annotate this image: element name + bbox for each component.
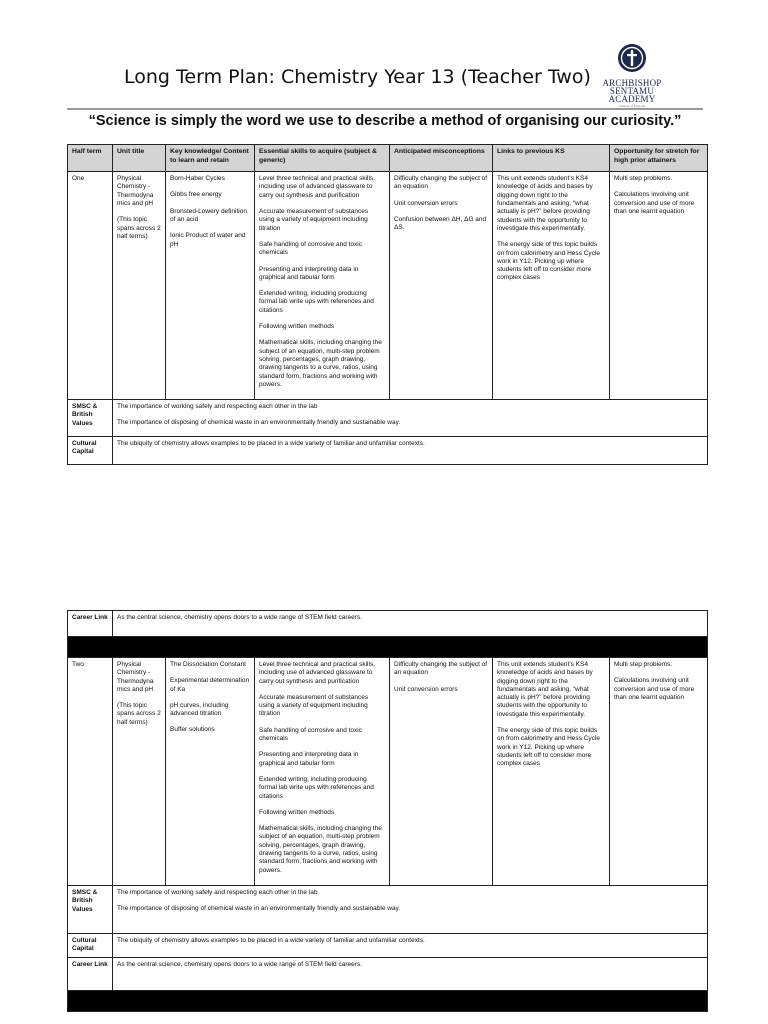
header-half-term: Half term [68,145,113,172]
unit-note: (This topic spans across 2 half terms) [117,702,161,726]
list-item: Following written methods [259,323,335,331]
list-item: Buffer solutions [170,726,215,734]
list-item: Difficulty changing the subject of an equation [394,661,488,677]
links-cell [493,172,610,400]
smsc-cell [113,886,708,934]
list-item: Unit conversion errors [394,685,458,693]
list-item: The importance of working safely and respecting each other in the lab [117,403,318,411]
list-item: The Dissociation Constant [170,661,246,668]
list-item: Multi step problems. [614,175,673,183]
list-item: Extended writing, including producing formal lab write ups with references and citations [259,290,374,314]
list-item: pH curves, including advanced titration [170,701,229,718]
logo-line-1: ARCHBISHOP [602,78,662,88]
list-item: Safe handling of corrosive and toxic chemicals [259,240,362,257]
unit-title-cell [113,172,166,400]
header-links-previous-ks: Links to previous KS [493,145,610,172]
list-item: The energy side of this topic builds on from calorimetry and Hess Cycle work in Y12. Picking up where students left off to consider more complex cases [497,241,600,282]
list-item: Level three technical and practical skills, including use of advanced glassware to carry out synthesis and purification [259,175,375,199]
unit-title-cell [113,658,166,886]
school-logo [596,42,668,109]
header-unit-title: Unit title [113,145,166,172]
list-item: Ionic Product of water and pH [170,232,246,248]
list-item: Unit conversion errors [394,199,458,207]
plan-table-two [67,610,708,1012]
smsc-cell [113,400,708,437]
cultural-capital-row [68,437,708,465]
logo-subtitle: Church of England [618,104,646,108]
logo-line-3: ACADEMY [608,94,656,104]
half-term-cell: One [68,172,113,400]
list-item: The importance of working safely and respecting each other in the lab [117,889,318,896]
header-key-knowledge: Key knowledge/ Content to learn and retain [166,145,255,172]
cultural-capital-label: Cultural Capital [68,437,113,465]
cultural-capital-cell: The ubiquity of chemistry allows examples to be placed in a wide variety of familiar and unfamiliar contexts. [113,437,708,465]
unit-note: (This topic spans across 2 half terms) [117,216,161,240]
list-item: Bronsted-Lowery definition of an acid [170,207,247,224]
plan-table-one [67,144,708,465]
list-item: Gibbs free energy [170,191,222,199]
table-header-row [68,145,708,172]
list-item: Mathematical skills, including changing the subject of an equation, multi-step problem solving, percentages, graph drawing, drawing tangents to a curve, ratios, using standard form, fractions and working with powers. [259,339,382,388]
list-item: Safe handling of corrosive and toxic chemicals [259,726,362,743]
misconceptions-cell [390,658,493,886]
list-item: Following written methods [259,808,335,816]
header-misconceptions: Anticipated misconceptions [390,145,493,172]
skills-cell [255,658,390,886]
table-row [68,658,708,886]
cultural-capital-cell: The ubiquity of chemistry allows examples to be placed in a wide variety of familiar and unfamiliar contexts. [113,934,708,958]
list-item: Multi step problems. [614,661,673,668]
key-knowledge-cell [166,658,255,886]
list-item: Extended writing, including producing formal lab write ups with references and citations [259,775,374,800]
career-link-cell: As the central science, chemistry opens doors to a wide range of STEM field careers. [113,958,708,991]
unit-title: Physical Chemistry - Thermodyna mics and pH [117,175,154,208]
list-item: Mathematical skills, including changing the subject of an equation, multi-step problem solving, percentages, graph drawing, drawing tangents to a curve, ratios, using standard form, fractions and working with powers. [259,825,382,874]
list-item: Presenting and interpreting data in graphical and tabular form [259,265,359,281]
list-item: This unit extends student’s KS4 knowledge of acids and bases by digging down right to the fundamentals and asking, “what actually is pH?” before providing students with the opportunity to investigate this experimentally. [497,661,593,718]
list-item: Confusion between ΔH, ΔG and ΔS. [394,216,487,232]
list-item: The importance of disposing of chemical waste in an environmentally friendly and sustainable way. [117,419,401,427]
cultural-capital-label: Cultural Capital [68,934,113,958]
links-cell [493,658,610,886]
list-item: The importance of disposing of chemical waste in an environmentally friendly and sustainable way. [117,905,401,913]
stretch-cell [610,658,708,886]
list-item: This unit extends student’s KS4 knowledge of acids and bases by digging down right to the fundamentals and asking, “what actually is pH?” before providing students with the opportunity to investigate this experimentally. [497,175,593,232]
curiosity-quote: “Science is simply the word we use to describe a method of organising our curiosity.” [88,113,682,129]
smsc-label: SMSC & British Values [68,400,113,437]
logo-line-2: SENTAMU [609,86,655,96]
list-item: Born-Haber Cycles [170,175,225,183]
list-item: Calculations involving unit conversion and use of more than one learnt equation [614,677,695,701]
list-item: Presenting and interpreting data in graphical and tabular form [259,751,359,767]
career-link-cell: As the central science, chemistry opens doors to a wide range of STEM field careers. [113,611,708,637]
list-item: Experimental determination of Ka [170,677,250,693]
misconceptions-cell [390,172,493,400]
header-essential-skills: Essential skills to acquire (subject & generic) [255,145,390,172]
table-row [68,172,708,400]
career-link-row [68,611,708,637]
smsc-row [68,886,708,934]
key-knowledge-cell [166,172,255,400]
list-item: Accurate measurement of substances using a variety of equipment including titration [259,208,369,232]
header-stretch: Opportunity for stretch for high prior attainers [610,145,708,172]
career-link-label: Career Link [68,958,113,991]
half-term-cell: Two [68,658,113,886]
stretch-cell [610,172,708,400]
career-link-label: Career Link [68,611,113,637]
list-item: Accurate measurement of substances using a variety of equipment including titration [259,693,369,718]
list-item: Level three technical and practical skills, including use of advanced glassware to carry out synthesis and purification [259,661,375,685]
smsc-label: SMSC & British Values [68,886,113,934]
smsc-row [68,400,708,437]
header-divider [67,108,703,110]
section-divider [68,991,708,1012]
list-item: Calculations involving unit conversion and use of more than one learnt equation [614,191,695,216]
career-link-row [68,958,708,991]
skills-cell [255,172,390,400]
list-item: The energy side of this topic builds on from calorimetry and Hess Cycle work in Y12. Picking up where students left off to consider more complex cases [497,727,600,768]
cultural-capital-row [68,934,708,958]
list-item: Difficulty changing the subject of an equation [394,175,488,191]
page-title: Long Term Plan: Chemistry Year 13 (Teacher Two) [124,66,591,88]
unit-title: Physical Chemistry - Thermodyna mics and pH [117,661,154,693]
section-divider [68,637,708,658]
crest-icon [617,42,647,74]
